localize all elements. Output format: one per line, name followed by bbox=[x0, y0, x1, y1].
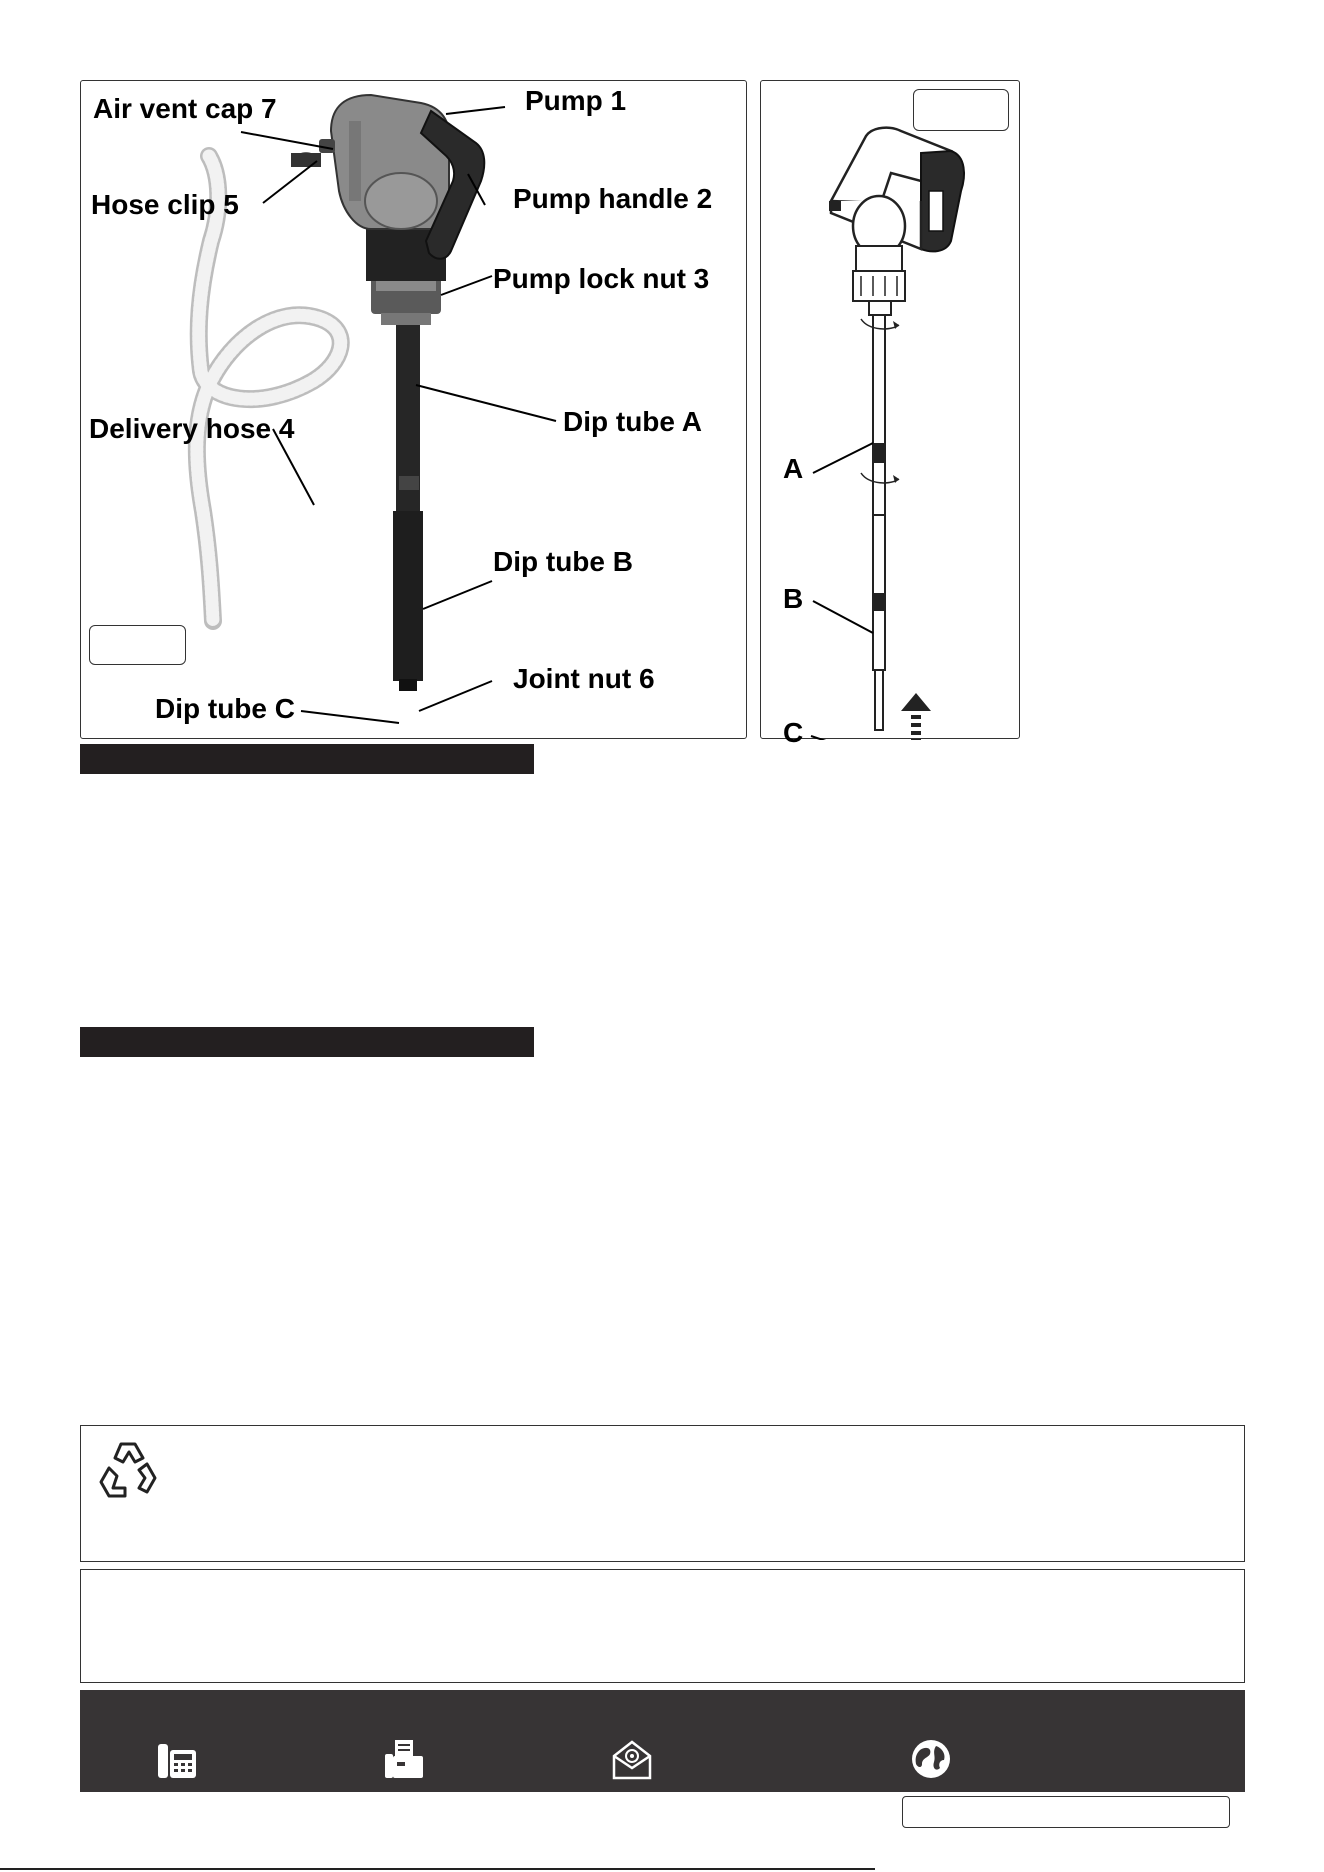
reference-box bbox=[902, 1796, 1230, 1828]
info-box bbox=[80, 1569, 1245, 1683]
contact-footer bbox=[80, 1690, 1245, 1792]
section-header-bar-1 bbox=[80, 744, 534, 774]
label-dip-tube-a: Dip tube A bbox=[563, 406, 702, 437]
label-dip-tube-b: Dip tube B bbox=[493, 546, 633, 577]
recycle-icon bbox=[93, 1438, 163, 1508]
label-joint-nut: Joint nut 6 bbox=[513, 663, 655, 694]
dip-tube-b bbox=[393, 511, 423, 681]
figure-1-panel bbox=[80, 80, 747, 739]
figure-1-tag bbox=[89, 625, 186, 665]
extend-arrow bbox=[901, 693, 931, 740]
label-air-vent-cap: Air vent cap 7 bbox=[93, 93, 277, 124]
email-icon bbox=[611, 1738, 653, 1780]
bottom-rule bbox=[0, 1868, 875, 1870]
label-pump-lock-nut: Pump lock nut 3 bbox=[493, 263, 710, 294]
label-c: C bbox=[783, 717, 804, 748]
telephone-icon bbox=[156, 1738, 198, 1780]
label-delivery-hose: Delivery hose 4 bbox=[89, 413, 295, 444]
section-header-bar-2 bbox=[80, 1027, 534, 1057]
label-pump: Pump 1 bbox=[525, 85, 627, 116]
label-pump-handle: Pump handle 2 bbox=[513, 183, 713, 214]
label-hose-clip: Hose clip 5 bbox=[91, 189, 239, 220]
environment-box bbox=[80, 1425, 1245, 1562]
joint-nut bbox=[399, 476, 419, 490]
label-dip-tube-c: Dip tube C bbox=[155, 693, 295, 724]
fax-icon bbox=[383, 1738, 425, 1780]
dip-tube-c bbox=[399, 679, 417, 691]
globe-icon bbox=[910, 1738, 952, 1780]
figure-2-panel bbox=[760, 80, 1020, 748]
label-b: B bbox=[783, 583, 804, 614]
label-a: A bbox=[783, 453, 804, 484]
extension-illustration bbox=[761, 81, 1021, 740]
